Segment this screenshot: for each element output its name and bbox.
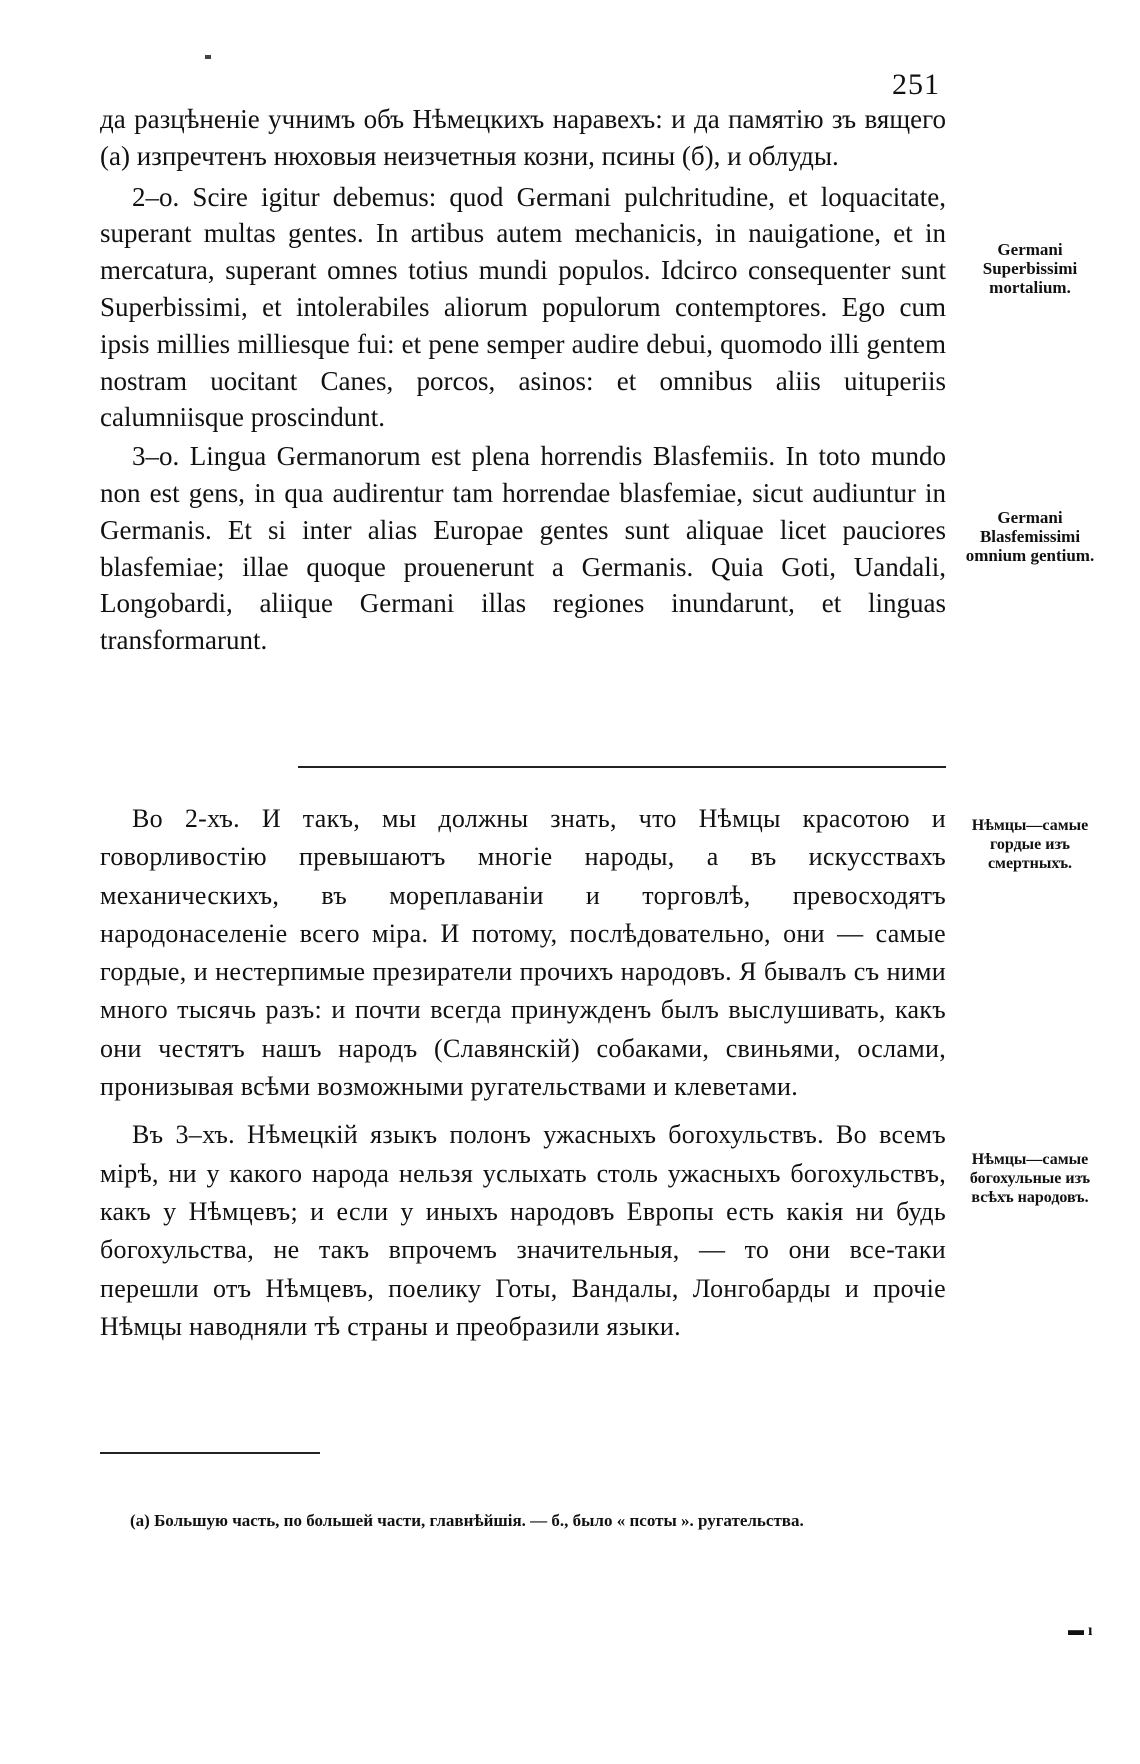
margin-note-nemtsy-gordye: Нѣмцы—самые гордые изъ смертныхъ. xyxy=(971,817,1089,872)
latin-paragraph-1: да разцѣненіе учнимъ объ Нѣмецкихъ наравехъ: и да памятію зъ вящего (а) изпречтенъ нюховыя неизчетныя козни, псины (б), и облуды. xyxy=(100,104,946,171)
section-divider xyxy=(298,766,946,768)
margin-note-germani-superbissimi: Germani Superbissimi mortalium. xyxy=(982,240,1078,297)
russian-section xyxy=(100,800,946,1346)
scan-mark: ▬ ı xyxy=(1068,1622,1093,1639)
margin-note-nemtsy-bogokhulnye: Нѣмцы—самые богохульные изъ всѣхъ народовъ. xyxy=(969,1151,1091,1206)
scan-speck xyxy=(205,55,211,59)
latin-section xyxy=(100,101,946,659)
footnote: (а) Большую часть, по большей части, главнѣйшія. — б., было « псоты ». ругательства. xyxy=(130,1511,804,1530)
russian-paragraph-2: Въ 3–хъ. Нѣмецкій языкъ полонъ ужасныхъ богохульствъ. Во всемъ мірѣ, ни у какого народа нельзя услыхать столь ужасныхъ богохульствъ, какъ у Нѣмцевъ; и если у иныхъ народовъ Европы есть какія ни будь богохульства, не такъ впрочемъ значительныя, — то они все-таки перешли отъ Нѣмцевъ, поелику Готы, Вандалы, Лонгобарды и прочіе Нѣмцы наводняли тѣ страны и преобразили языки. xyxy=(100,1120,946,1341)
page-number: 251 xyxy=(892,68,940,101)
latin-paragraph-3: 3–o. Lingua Germanorum est plena horrendis Blasfemiis. In toto mundo non est gens, in qua audirentur tam horrendae blasfemiae, sicut audiuntur in Germanis. Et si inter alias Europae gentes sunt aliquae licet pauciores blasfemiae; illae quoque prouenerunt a Germanis. Quia Goti, Uandali, Longobardi, aliique Germani illas regiones inundarunt, et linguas transformarunt. xyxy=(100,441,946,656)
latin-paragraph-2: 2–o. Scire igitur debemus: quod Germani pulchritudine, et loquacitate, superant multas gentes. In artibus autem mechanicis, in nauigatione, et in mercatura, superant omnes totius mundi populos. Idcirco consequenter sunt Superbissimi, et intolerabiles aliorum populorum contemptores. Ego cum ipsis millies milliesque fui: et pene semper audire debui, quomodo illi gentem nostram uocitant Canes, porcos, asinos: et omnibus aliis uituperiis calumniisque proscindunt. xyxy=(100,181,946,433)
russian-paragraph-1: Во 2-хъ. И такъ, мы должны знать, что Нѣмцы красотою и говорливостію превышаютъ многіе народы, а въ искусствахъ механическихъ, въ мореплаваніи и торговлѣ, превосходятъ народонаселеніе всего міра. И потому, послѣдовательно, они — самые гордые, и нестерпимые презиратели прочихъ народовъ. Я бывалъ съ ними много тысячь разъ: и почти всегда принужденъ былъ выслушивать, какъ они честятъ нашъ народъ (Славянскій) собаками, свиньями, ослами, пронизывая всѣми возможными ругательствами и клеветами. xyxy=(100,804,946,1102)
margin-note-germani-blasfemissimi: Germani Blasfemissimi omnium gentium. xyxy=(965,508,1095,565)
footnote-divider xyxy=(100,1452,320,1454)
